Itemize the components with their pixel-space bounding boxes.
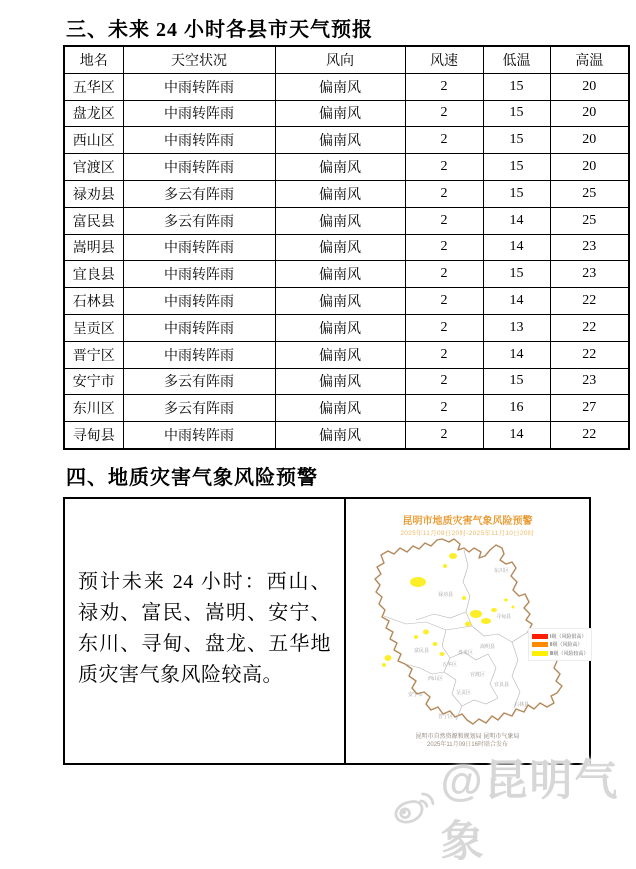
legend-swatch: [532, 634, 548, 639]
district-label: 嵩明县: [480, 644, 496, 650]
table-cell: 2: [405, 422, 483, 449]
legend-label: Ⅲ级（风险较高）: [550, 650, 589, 657]
table-cell: 14: [483, 207, 550, 234]
district-label: 西山区: [428, 676, 444, 682]
map-footer-issue-time: 2025年11月09日16时联合发布: [427, 742, 508, 748]
table-cell: 偏南风: [275, 73, 405, 100]
map-footer-issuers: 昆明市自然资源和规划局 昆明市气象局: [415, 734, 520, 740]
table-cell: 14: [483, 234, 550, 261]
table-cell: 23: [550, 368, 629, 395]
risk-warning-text: 预计未来 24 小时：西山、禄劝、富民、嵩明、安宁、东川、寻甸、盘龙、五华地质灾害气象风险较高。: [65, 499, 346, 763]
table-cell: 20: [550, 73, 629, 100]
table-row: [64, 288, 629, 315]
table-cell: 14: [483, 341, 550, 368]
table-cell: 15: [483, 154, 550, 181]
table-cell: 中雨转阵雨: [123, 100, 275, 127]
table-cell: 偏南风: [275, 261, 405, 288]
map-subtitle: 2025年11月09日20时-2025年11月10日20时: [400, 530, 535, 537]
district-label: 东川区: [494, 568, 510, 574]
table-cell: 15: [483, 100, 550, 127]
district-label: 呈贡区: [456, 690, 472, 696]
table-header-cell: 低温: [483, 46, 550, 73]
table-cell: 23: [550, 234, 629, 261]
legend-item: [532, 650, 588, 657]
table-row: [64, 154, 629, 181]
table-cell: 20: [550, 127, 629, 154]
table-cell: 22: [550, 341, 629, 368]
district-label: 盘龙区: [458, 650, 474, 656]
table-cell: 石林县: [64, 288, 123, 315]
legend-label: Ⅱ级（风险高）: [550, 642, 583, 648]
table-cell: 2: [405, 100, 483, 127]
table-cell: 多云有阵雨: [123, 368, 275, 395]
table-cell: 偏南风: [275, 395, 405, 422]
table-cell: 偏南风: [275, 288, 405, 315]
table-cell: 15: [483, 127, 550, 154]
table-cell: 20: [550, 100, 629, 127]
table-row: [64, 234, 629, 261]
table-cell: 偏南风: [275, 341, 405, 368]
table-cell: 2: [405, 154, 483, 181]
table-cell: 禄劝县: [64, 180, 123, 207]
table-row: [64, 422, 629, 449]
table-cell: 多云有阵雨: [123, 207, 275, 234]
table-cell: 中雨转阵雨: [123, 127, 275, 154]
district-label: 安宁市: [408, 692, 424, 698]
table-cell: 2: [405, 127, 483, 154]
table-cell: 15: [483, 180, 550, 207]
table-cell: 偏南风: [275, 127, 405, 154]
legend-swatch: [532, 642, 548, 647]
legend-item: [532, 641, 588, 648]
table-cell: 偏南风: [275, 368, 405, 395]
table-cell: 多云有阵雨: [123, 180, 275, 207]
table-cell: 偏南风: [275, 100, 405, 127]
table-cell: 2: [405, 288, 483, 315]
table-cell: 20: [550, 154, 629, 181]
table-row: [64, 180, 629, 207]
table-cell: 27: [550, 395, 629, 422]
table-cell: 东川区: [64, 395, 123, 422]
table-row: [64, 207, 629, 234]
table-cell: 中雨转阵雨: [123, 234, 275, 261]
section3-title: 三、未来 24 小时各县市天气预报: [66, 19, 373, 41]
table-cell: 14: [483, 422, 550, 449]
table-body: [64, 73, 629, 449]
risk-warning-box: [63, 497, 591, 765]
weibo-watermark: [392, 747, 636, 869]
table-cell: 中雨转阵雨: [123, 341, 275, 368]
table-cell: 中雨转阵雨: [123, 422, 275, 449]
table-cell: 盘龙区: [64, 100, 123, 127]
table-cell: 呈贡区: [64, 314, 123, 341]
district-label: 晋宁区: [438, 714, 454, 720]
table-cell: 22: [550, 314, 629, 341]
table-header-cell: 高温: [550, 46, 629, 73]
table-cell: 25: [550, 207, 629, 234]
table-row: [64, 341, 629, 368]
table-cell: 偏南风: [275, 207, 405, 234]
table-cell: 2: [405, 73, 483, 100]
table-cell: 2: [405, 395, 483, 422]
table-cell: 安宁市: [64, 368, 123, 395]
table-cell: 富民县: [64, 207, 123, 234]
table-header-cell: 风速: [405, 46, 483, 73]
table-cell: 晋宁区: [64, 341, 123, 368]
table-cell: 25: [550, 180, 629, 207]
table-header-cell: 天空状况: [123, 46, 275, 73]
table-header-cell: 地名: [64, 46, 123, 73]
table-cell: 五华区: [64, 73, 123, 100]
table-row: [64, 261, 629, 288]
district-label: 石林县: [514, 702, 530, 708]
table-row: [64, 314, 629, 341]
district-label: 五华区: [442, 662, 458, 668]
table-header-row: [64, 46, 629, 73]
map-title: 昆明市地质灾害气象风险预警: [402, 516, 533, 527]
table-cell: 偏南风: [275, 314, 405, 341]
table-cell: 偏南风: [275, 234, 405, 261]
table-header-cell: 风向: [275, 46, 405, 73]
table-cell: 2: [405, 207, 483, 234]
legend-swatch: [532, 651, 548, 656]
section4-title: 四、地质灾害气象风险预警: [66, 467, 318, 489]
table-cell: 中雨转阵雨: [123, 261, 275, 288]
table-cell: 23: [550, 261, 629, 288]
weibo-icon: [392, 787, 436, 829]
table-row: [64, 73, 629, 100]
weibo-watermark-text: @昆明气象: [440, 757, 620, 866]
table-cell: 西山区: [64, 127, 123, 154]
map-legend: [529, 629, 591, 660]
forecast-table: [63, 45, 630, 450]
table-cell: 嵩明县: [64, 234, 123, 261]
table-cell: 2: [405, 234, 483, 261]
table-cell: 中雨转阵雨: [123, 288, 275, 315]
table-cell: 2: [405, 314, 483, 341]
table-cell: 15: [483, 368, 550, 395]
table-cell: 22: [550, 288, 629, 315]
table-cell: 偏南风: [275, 422, 405, 449]
table-cell: 13: [483, 314, 550, 341]
district-label: 禄劝县: [438, 592, 454, 598]
table-cell: 多云有阵雨: [123, 395, 275, 422]
legend-item: [532, 633, 588, 640]
table-cell: 中雨转阵雨: [123, 154, 275, 181]
table-cell: 15: [483, 261, 550, 288]
table-cell: 中雨转阵雨: [123, 73, 275, 100]
table-cell: 官渡区: [64, 154, 123, 181]
table-cell: 宜良县: [64, 261, 123, 288]
table-cell: 16: [483, 395, 550, 422]
table-cell: 偏南风: [275, 154, 405, 181]
table-row: [64, 395, 629, 422]
district-label: 富民县: [414, 648, 430, 654]
district-label: 宜良县: [494, 682, 510, 688]
risk-map-panel: [346, 499, 589, 763]
district-label: 官渡区: [470, 672, 486, 678]
table-row: [64, 368, 629, 395]
table-cell: 22: [550, 422, 629, 449]
table-row: [64, 127, 629, 154]
table-cell: 2: [405, 341, 483, 368]
table-row: [64, 100, 629, 127]
district-label: 寻甸县: [496, 614, 512, 620]
table-cell: 2: [405, 261, 483, 288]
table-cell: 2: [405, 180, 483, 207]
table-cell: 中雨转阵雨: [123, 314, 275, 341]
legend-label: Ⅰ级（风险很高）: [550, 633, 587, 640]
table-cell: 14: [483, 288, 550, 315]
table-cell: 寻甸县: [64, 422, 123, 449]
table-cell: 15: [483, 73, 550, 100]
table-cell: 2: [405, 368, 483, 395]
table-cell: 偏南风: [275, 180, 405, 207]
